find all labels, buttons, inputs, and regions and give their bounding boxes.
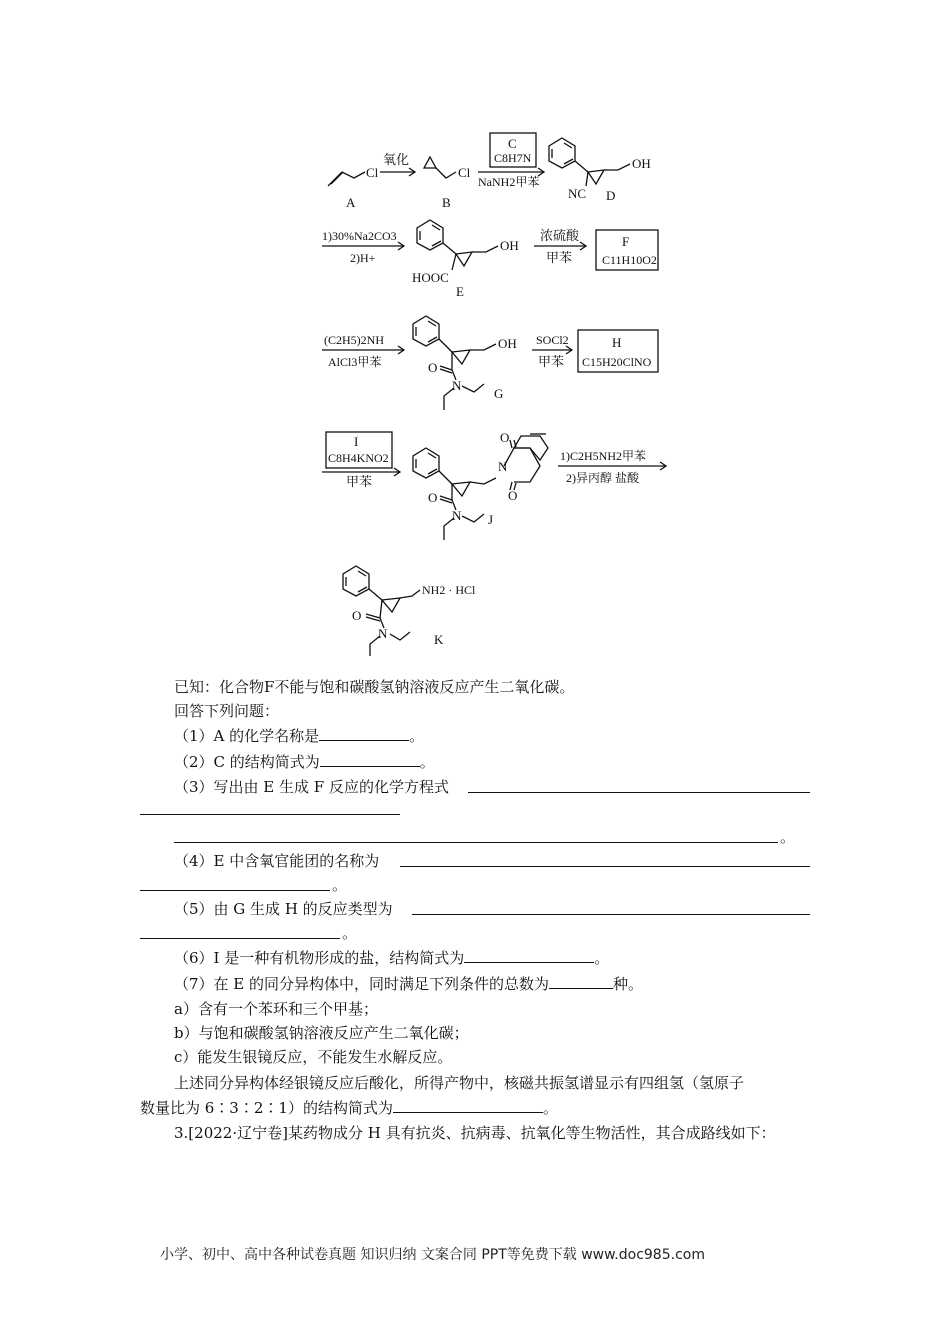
compound-b-chain [436, 168, 456, 178]
nmr-line-2-text: 数量比为 6∶3∶2∶1）的结构简式为 [140, 1099, 393, 1117]
compound-a-double-bond [331, 172, 343, 184]
period: 。 [332, 876, 348, 894]
answer-blank-8[interactable] [393, 1096, 543, 1113]
label-j: J [488, 512, 494, 527]
answer-blank-2[interactable] [320, 750, 420, 767]
cond-toluene-4: 甲苯 [346, 474, 373, 489]
compound-d-phenyl [549, 138, 575, 168]
period: 。 [419, 753, 435, 771]
label-e-oh: OH [500, 238, 519, 253]
label-g: G [494, 386, 504, 401]
question-4 [174, 850, 379, 872]
cond-hplus: 2)H+ [350, 251, 376, 265]
question-6-text: （6）I 是一种有机物形成的盐，结构简式为 [174, 949, 465, 967]
compound-j-ch2 [470, 478, 496, 484]
label-g-o: O [428, 360, 438, 375]
question-7-suffix: 种。 [613, 975, 644, 993]
cond-na2co3: 1)30%Na2CO3 [322, 229, 397, 243]
question-4-text: （4）E 中含氧官能团的名称为 [174, 852, 380, 870]
period: 。 [342, 924, 358, 942]
label-j-n-imide: N [498, 459, 508, 474]
compound-g-cyclopropane [452, 350, 470, 364]
label-j-o-top: O [500, 430, 510, 445]
question-5 [174, 898, 393, 920]
compound-e-phenyl [417, 220, 443, 250]
question-3-text: （3）写出由 E 生成 F 反应的化学方程式 [174, 778, 449, 796]
question-1-text: （1）A 的化学名称是 [174, 727, 320, 745]
label-j-o: O [428, 490, 438, 505]
label-b-cl: Cl [458, 165, 471, 180]
instruction: 回答下列问题： [174, 702, 280, 720]
cond-h2so4: 浓硫酸 [540, 228, 580, 243]
period: 。 [780, 828, 796, 846]
next-question-header: 3.[2022·辽宁卷]某药物成分 H 具有抗炎、抗病毒、抗氧化等生物活性，其合成路线如下： [174, 1124, 776, 1142]
label-g-oh: OH [498, 336, 517, 351]
question-5-text: （5）由 G 生成 H 的反应类型为 [174, 900, 393, 918]
cond-alcl3: AlCl3甲苯 [328, 355, 382, 369]
product-h-name: H [612, 335, 622, 350]
label-k-o: O [352, 608, 362, 623]
answer-blank-6[interactable] [464, 946, 594, 963]
question-6 [174, 946, 609, 969]
compound-k-ch2 [400, 590, 420, 598]
answer-blank-4b[interactable] [140, 890, 330, 891]
compound-b-epoxide [424, 157, 436, 168]
cond-oxidation: 氧化 [383, 152, 410, 167]
period: 。 [542, 1099, 558, 1117]
question-2 [174, 750, 435, 773]
cond-toluene-3: 甲苯 [538, 354, 565, 369]
product-h-formula: C15H20ClNO [582, 355, 652, 369]
label-e-hooc: HOOC [412, 270, 449, 285]
product-f-name: F [622, 234, 630, 249]
period: 。 [409, 727, 425, 745]
compound-a-skeleton [328, 172, 365, 186]
label-k: K [434, 632, 444, 647]
page-footer: 小学、初中、高中各种试卷真题 知识归纳 文案合同 PPT等免费下载 www.doc985.com [160, 1247, 705, 1263]
reagent-c-name: C [508, 136, 517, 151]
answer-blank-3a[interactable] [468, 792, 810, 793]
compound-e-ch2oh [472, 246, 498, 252]
answer-blank-7[interactable] [549, 972, 613, 989]
answer-blank-5a[interactable] [412, 914, 810, 915]
label-a: A [346, 195, 356, 210]
label-g-n: N [452, 378, 462, 393]
product-f-formula: C11H10O2 [602, 253, 657, 267]
cond-isopropanol-hcl: 2)异丙醇 盐酸 [566, 471, 639, 485]
question-7 [174, 972, 643, 995]
phthalimide-benzene [514, 436, 548, 460]
label-k-amine: NH2 · HCl [422, 583, 476, 597]
reagent-i-name: I [354, 434, 359, 449]
answer-blank-3b[interactable] [140, 814, 400, 815]
cond-toluene-2: 甲苯 [546, 250, 573, 265]
cond-diethylamine: (C2H5)2NH [324, 333, 384, 347]
cond-ethylamine: 1)C2H5NH2甲苯 [560, 449, 646, 463]
compound-k-cyclopropane [382, 598, 400, 612]
label-e: E [456, 284, 464, 299]
compound-d-ch2oh [604, 164, 630, 170]
compound-d-cyclopropane [588, 170, 604, 184]
synthesis-scheme [0, 0, 950, 660]
reagent-c-formula: C8H7N [494, 151, 532, 165]
nmr-line-1: 上述同分异构体经银镜反应后酸化，所得产物中，核磁共振氢谱显示有四组氢（氢原子 [174, 1074, 745, 1092]
known-condition: 已知：化合物F不能与饱和碳酸氢钠溶液反应产生二氧化碳。 [174, 678, 575, 696]
reagent-i-formula: C8H4KNO2 [328, 451, 389, 465]
period: 。 [594, 949, 610, 967]
answer-blank-5b[interactable] [140, 938, 340, 939]
answer-blank-4a[interactable] [400, 866, 810, 867]
compound-g-phenyl [413, 316, 439, 346]
cond-nanh2: NaNH2甲苯 [478, 175, 540, 189]
compound-j-phenyl [413, 448, 439, 478]
question-7-text: （7）在 E 的同分异构体中，同时满足下列条件的总数为 [174, 975, 550, 993]
label-a-cl: Cl [366, 165, 379, 180]
nmr-line-2 [140, 1096, 558, 1119]
label-d: D [606, 188, 616, 203]
label-j-o-bottom: O [508, 488, 518, 503]
cond-socl2: SOCl2 [536, 333, 569, 347]
answer-blank-1[interactable] [319, 724, 409, 741]
label-d-oh: OH [632, 156, 651, 171]
label-k-n: N [378, 626, 388, 641]
label-b: B [442, 195, 451, 210]
compound-k-phenyl [343, 566, 369, 596]
compound-g-ethyl-2 [462, 384, 484, 392]
label-j-n: N [452, 508, 462, 523]
condition-b: b）与饱和碳酸氢钠溶液反应产生二氧化碳； [174, 1024, 469, 1042]
compound-j-cyclopropane [452, 482, 470, 496]
question-2-text: （2）C 的结构简式为 [174, 753, 320, 771]
question-3 [174, 776, 449, 798]
answer-blank-3c[interactable] [174, 842, 778, 843]
question-1 [174, 724, 424, 747]
condition-c: c）能发生银镜反应，不能发生水解反应。 [174, 1048, 453, 1066]
label-d-nc: NC [568, 186, 587, 201]
condition-a: a）含有一个苯环和三个甲基； [174, 1000, 378, 1018]
compound-g-ch2oh [470, 344, 496, 350]
compound-e-cyclopropane [456, 252, 472, 266]
